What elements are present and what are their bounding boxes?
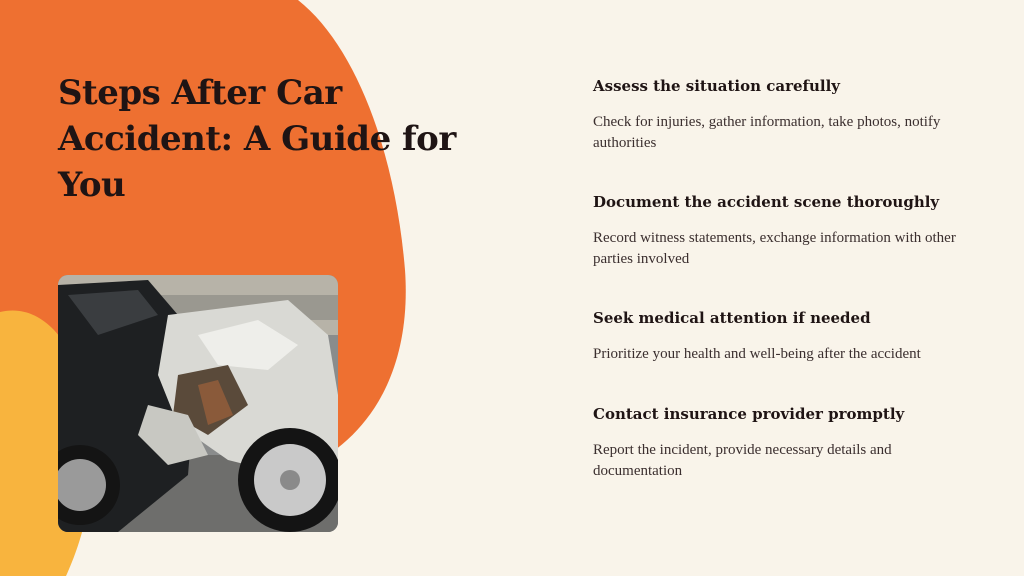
step-item: [593, 404, 973, 482]
step-description: Prioritize your health and well-being after the accident: [593, 346, 921, 362]
step-description: Check for injuries, gather information, take photos, notify authorities: [593, 114, 941, 151]
step-description: Report the incident, provide necessary details and documentation: [593, 442, 892, 479]
step-item: [593, 76, 973, 154]
page-title: Steps After Car Accident: A Guide for You: [58, 73, 456, 205]
step-title: Document the accident scene thoroughly: [593, 193, 940, 211]
step-title: Seek medical attention if needed: [593, 309, 871, 327]
step-title: Contact insurance provider promptly: [593, 405, 905, 423]
step-description: Record witness statements, exchange information with other parties involved: [593, 230, 956, 267]
wrecked-car-image: [58, 275, 338, 532]
accident-photo: [58, 275, 338, 532]
step-item: [593, 308, 973, 365]
step-title: Assess the situation carefully: [593, 77, 841, 95]
step-item: [593, 192, 973, 270]
